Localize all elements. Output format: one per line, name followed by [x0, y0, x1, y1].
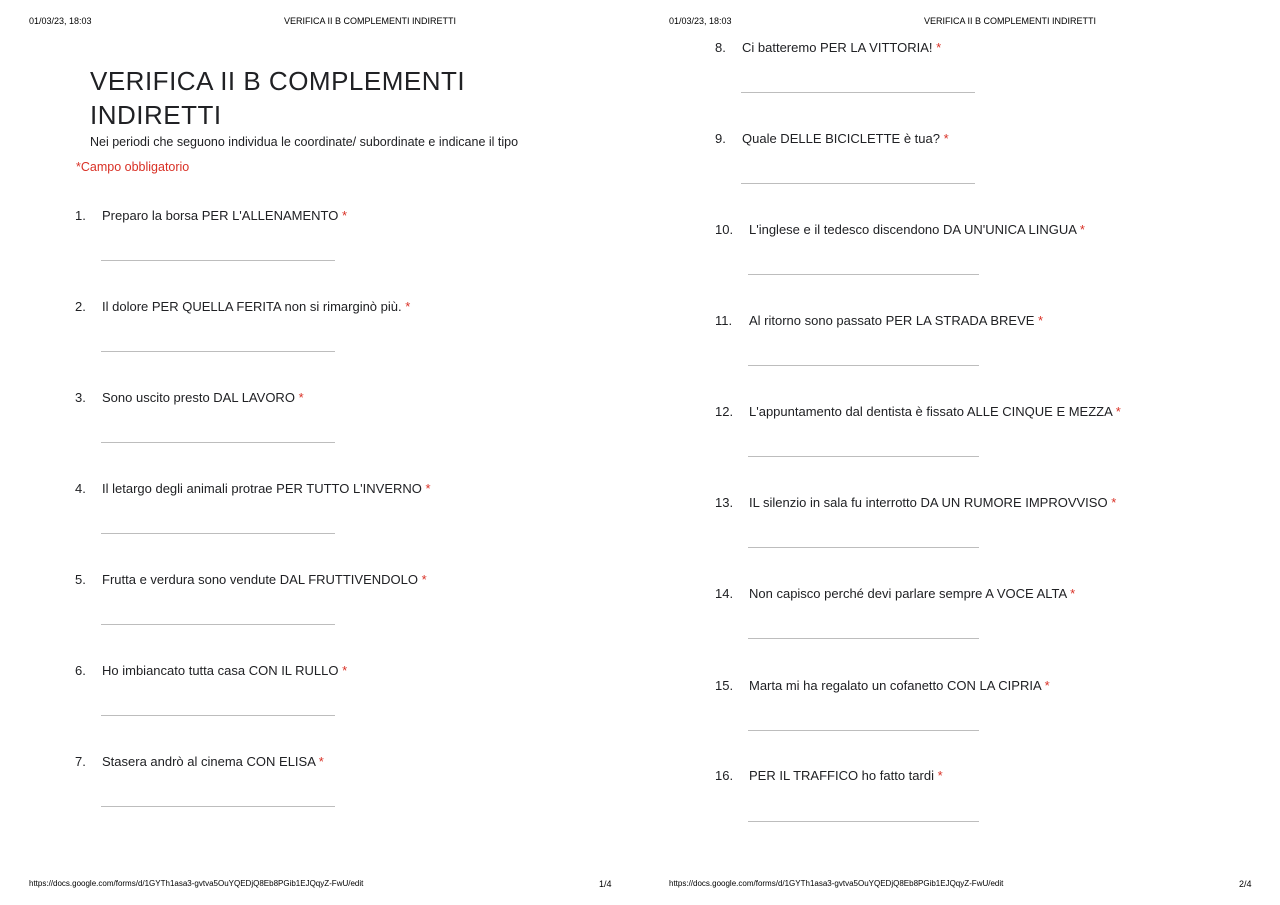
answer-input-1[interactable]	[101, 260, 335, 261]
answer-input-16[interactable]	[748, 821, 979, 822]
answer-input-5[interactable]	[101, 624, 335, 625]
question-number: 4.	[75, 481, 86, 496]
question-text: Il letargo degli animali protrae PER TUTTO L'INVERNO	[102, 481, 422, 496]
form-title: VERIFICA II B COMPLEMENTI INDIRETTI	[90, 66, 466, 130]
question-text: Ho imbiancato tutta casa CON IL RULLO	[102, 663, 339, 678]
footer-page-number: 1/4	[599, 879, 612, 889]
required-asterisk: *	[943, 131, 949, 146]
footer-url: https://docs.google.com/forms/d/1GYTh1asa3-gvtva5OuYQEDjQ8Eb8PGib1EJQqyZ-FwU/edit	[29, 879, 364, 888]
question-number: 5.	[75, 572, 86, 587]
required-asterisk: *	[937, 768, 943, 783]
answer-input-7[interactable]	[101, 806, 335, 807]
header-title: VERIFICA II B COMPLEMENTI INDIRETTI	[284, 16, 457, 26]
answer-input-9[interactable]	[741, 183, 975, 184]
question-text: Stasera andrò al cinema CON ELISA	[102, 754, 316, 769]
question-text: L'appuntamento dal dentista è fissato ALLE CINQUE E MEZZA	[749, 404, 1113, 419]
answer-input-6[interactable]	[101, 715, 335, 716]
question-text: Ci batteremo PER LA VITTORIA!	[742, 40, 933, 55]
required-asterisk: *	[1111, 495, 1117, 510]
question-text: PER IL TRAFFICO ho fatto tardi	[749, 768, 934, 783]
question-number: 10.	[715, 222, 734, 237]
question-text: Frutta e verdura sono vendute DAL FRUTTIVENDOLO	[102, 572, 418, 587]
question-text: L'inglese e il tedesco discendono DA UN'UNICA LINGUA	[749, 222, 1077, 237]
footer-page-number: 2/4	[1239, 879, 1252, 889]
question-number: 7.	[75, 754, 86, 769]
footer-url: https://docs.google.com/forms/d/1GYTh1asa3-gvtva5OuYQEDjQ8Eb8PGib1EJQqyZ-FwU/edit	[669, 879, 1004, 888]
answer-input-13[interactable]	[748, 547, 979, 548]
question-number: 15.	[715, 678, 734, 693]
required-asterisk: *	[342, 663, 348, 678]
answer-input-10[interactable]	[748, 274, 979, 275]
answer-input-3[interactable]	[101, 442, 335, 443]
required-asterisk: *	[1070, 586, 1076, 601]
answer-input-4[interactable]	[101, 533, 335, 534]
header-title: VERIFICA II B COMPLEMENTI INDIRETTI	[924, 16, 1097, 26]
question-number: 14.	[715, 586, 734, 601]
question-number: 8.	[715, 40, 726, 55]
question-number: 16.	[715, 768, 734, 783]
answer-input-11[interactable]	[748, 365, 979, 366]
question-number: 12.	[715, 404, 734, 419]
required-note: *Campo obbligatorio	[76, 160, 190, 174]
question-number: 3.	[75, 390, 86, 405]
question-number: 2.	[75, 299, 86, 314]
required-asterisk: *	[405, 299, 411, 314]
required-asterisk: *	[318, 754, 324, 769]
required-asterisk: *	[1115, 404, 1121, 419]
required-asterisk: *	[1038, 313, 1044, 328]
required-asterisk: *	[421, 572, 427, 587]
answer-input-8[interactable]	[741, 92, 975, 93]
required-asterisk: *	[425, 481, 431, 496]
answer-input-14[interactable]	[748, 638, 979, 639]
question-number: 11.	[715, 313, 733, 328]
question-text: Al ritorno sono passato PER LA STRADA BREVE	[749, 313, 1035, 328]
header-date: 01/03/23, 18:03	[669, 16, 732, 26]
question-text: Quale DELLE BICICLETTE è tua?	[742, 131, 940, 146]
question-number: 13.	[715, 495, 734, 510]
header-date: 01/03/23, 18:03	[29, 16, 92, 26]
question-text: Non capisco perché devi parlare sempre A VOCE ALTA	[749, 586, 1067, 601]
question-number: 9.	[715, 131, 726, 146]
question-number: 1.	[75, 208, 86, 223]
question-number: 6.	[75, 663, 86, 678]
question-text: Sono uscito presto DAL LAVORO	[102, 390, 295, 405]
required-asterisk: *	[341, 208, 348, 223]
form-description: Nei periodi che seguono individua le coordinate/ subordinate e indicane il tipo	[90, 135, 519, 149]
answer-input-15[interactable]	[748, 730, 979, 731]
required-asterisk: *	[1044, 678, 1050, 693]
required-asterisk: *	[1079, 222, 1085, 237]
page-2	[640, 0, 1280, 905]
answer-input-2[interactable]	[101, 351, 335, 352]
question-text: IL silenzio in sala fu interrotto DA UN RUMORE IMPROVVISO	[749, 495, 1108, 510]
required-asterisk: *	[298, 390, 304, 405]
question-text: Marta mi ha regalato un cofanetto CON LA CIPRIA	[749, 678, 1041, 693]
question-text: Il dolore PER QUELLA FERITA non si rimarginò più.	[102, 299, 402, 314]
answer-input-12[interactable]	[748, 456, 979, 457]
required-asterisk: *	[936, 40, 942, 55]
question-text: Preparo la borsa PER L'ALLENAMENTO	[102, 208, 339, 223]
